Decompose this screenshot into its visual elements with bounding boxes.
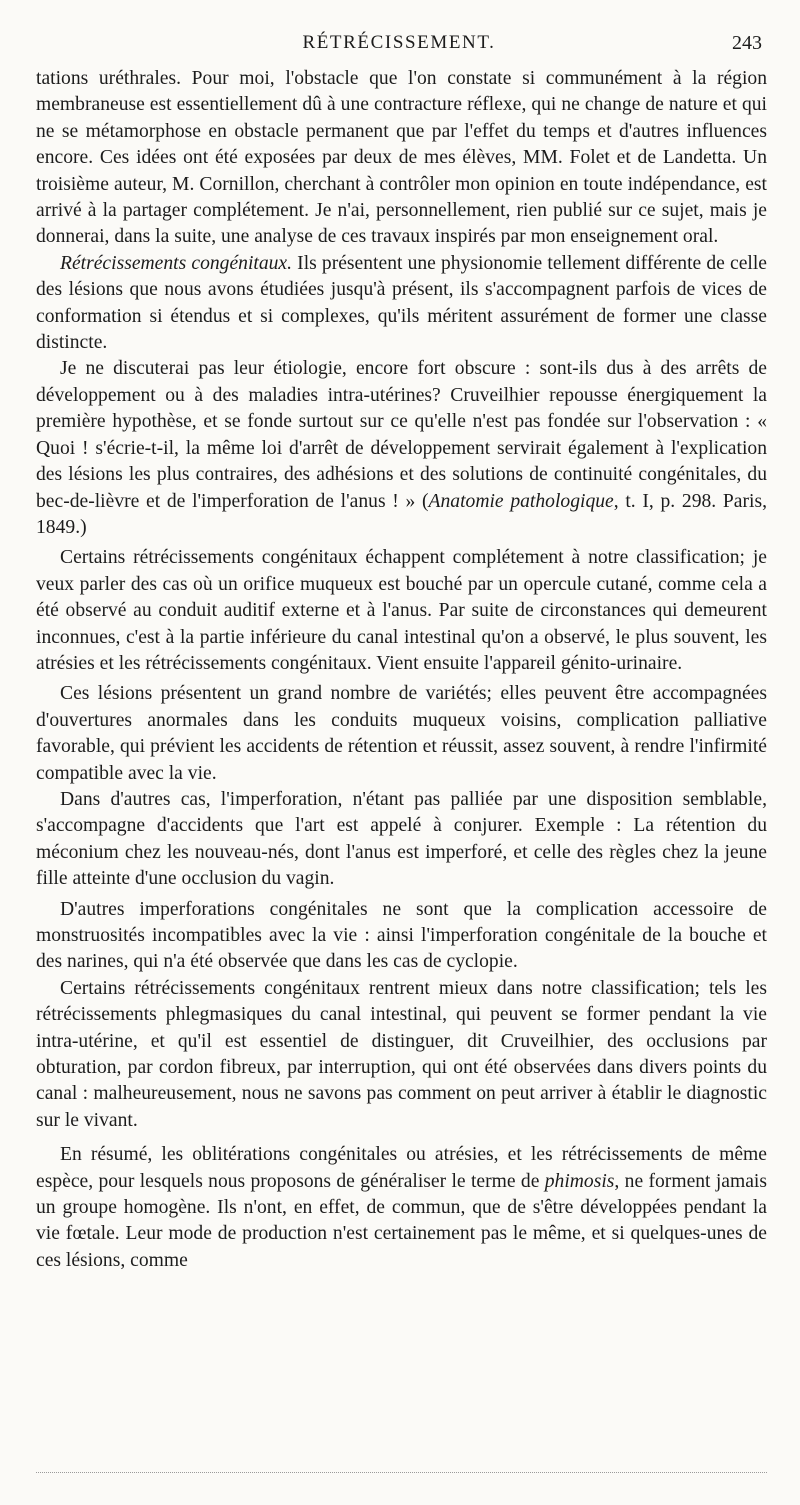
page-header [36,30,762,60]
italic-term: phimosis [544,1170,615,1192]
paragraph-other-cases: Dans d'autres cas, l'imperforation, n'étant pas palliée par une disposition semblable, s'accompagne d'accidents que l'art est appelé à conjurer. Exemple : La rétention du méconium chez les nouveau-nés, dont l'anus est imperforé, et celle des règles chez la jeune fille atteinte d'une occlusion du vagin. [36,788,767,890]
paragraph-monstrosities: D'autres imperforations congénitales ne sont que la complication accessoire de monstruosités incompatibles avec la vie : ainsi l'imperforation congénitale de la bouche et des narines, qui n'a été observée que dans les cas de cyclopie. [36,898,767,973]
paragraph-text: , ne forment jamais un groupe homogène. Ils n'ont, en effet, de commun, que de s'être développées pendant la vie fœtale. Leur mode de production n'est certainement pas le même, et si quelques-unes de ces lésions, comme [36,1170,767,1271]
body-text [36,66,767,1274]
paragraph-etiology [36,356,767,541]
running-title: RÉTRÉCISSEMENT. [302,32,496,53]
paragraph-classification: Certains rétrécissements congénitaux échappent complétement à notre classification; je veux parler des cas où un orifice muqueux est bouché par un opercule cutané, comme cela a été observé au conduit auditif externe et à l'anus. Par suite de circonstances qui demeurent inconnues, c'est à la partie inférieure du canal intestinal qu'on a observé, le plus souvent, les atrésies et les rétrécissements congénitaux. Vient ensuite l'appareil génito-urinaire. [36,547,767,674]
section-heading: Rétrécissements congénitaux. [60,252,293,274]
paragraph-congenital-intro [36,251,767,357]
paragraph-varieties: Ces lésions présentent un grand nombre de variétés; elles peuvent être accompagnées d'ouvertures anormales dans les conduits muqueux voisins, complication palliative favorable, qui prévient les accidents de rétention et réussit, assez souvent, à rendre l'infirmité compatible avec la vie. [36,683,767,784]
paragraph-text: En résumé, les oblitérations congénitales ou atrésies, et les rétrécissements de même espèce, pour lesquels nous proposons de généraliser le terme de [36,1144,767,1192]
paragraph-text: Ils présentent une physionomie tellement différente de celle des lésions que nous avons étudiées jusqu'à présent, ils s'accompagnent parfois de vices de conformation si étendus et si complexes, qu'ils méritent assurément de former une classe distincte. [36,252,767,354]
page-number: 243 [732,32,762,54]
paragraph-phlegmasic: Certains rétrécissements congénitaux rentrent mieux dans notre classification; tels les rétrécissements phlegmasiques du canal intestinal, qui peuvent se former pendant la vie intra-utérine, et qu'il est essentiel de distinguer, dit Cruveilhier, des occlusions par obturation, par cordon fibreux, par interruption, qui ont été observées dans divers points du canal : malheureusement, nous ne savons pas comment on peut arriver à établir le diagnostic sur le vivant. [36,977,767,1131]
paragraph-text: , t. I, p. 298. Paris, 1849.) [36,490,767,538]
paragraph-continuation: tations uréthrales. Pour moi, l'obstacle que l'on constate si communément à la région membraneuse est essentiellement dû à une contracture réflexe, qui ne change de nature et qui ne se métamorphose en obstacle permanent que par l'effet du temps et d'autres influences encore. Ces idées ont été exposées par deux de mes élèves, MM. Folet et de Landetta. Un troisième auteur, M. Cornillon, cherchant à contrôler mon opinion en toute indépendance, est arrivé à la partager complétement. Je n'ai, personnellement, rien publié sur ce sujet, mais je donnerai, dans la suite, une analyse de ces travaux inspirés par mon enseignement oral. [36,68,767,248]
citation-title: Anatomie pathologique [428,490,614,512]
footer-dotted-rule [36,1472,767,1473]
paragraph-summary [36,1142,767,1274]
paragraph-text: Je ne discuterai pas leur étiologie, encore fort obscure : sont-ils dus à des arrêts de développement ou à des maladies intra-utérines? Cruveilhier repousse énergiquement la première hypothèse, et se fonde surtout sur ce qu'elle n'est pas fondée sur l'observation : « Quoi ! s'écrie-t-il, la même loi d'arrêt de développement servirait également à l'explication des lésions les plus contraires, des adhésions et des solutions de continuité congénitales, du bec-de-lièvre et de l'imperforation de l'anus ! » ( [36,358,767,512]
